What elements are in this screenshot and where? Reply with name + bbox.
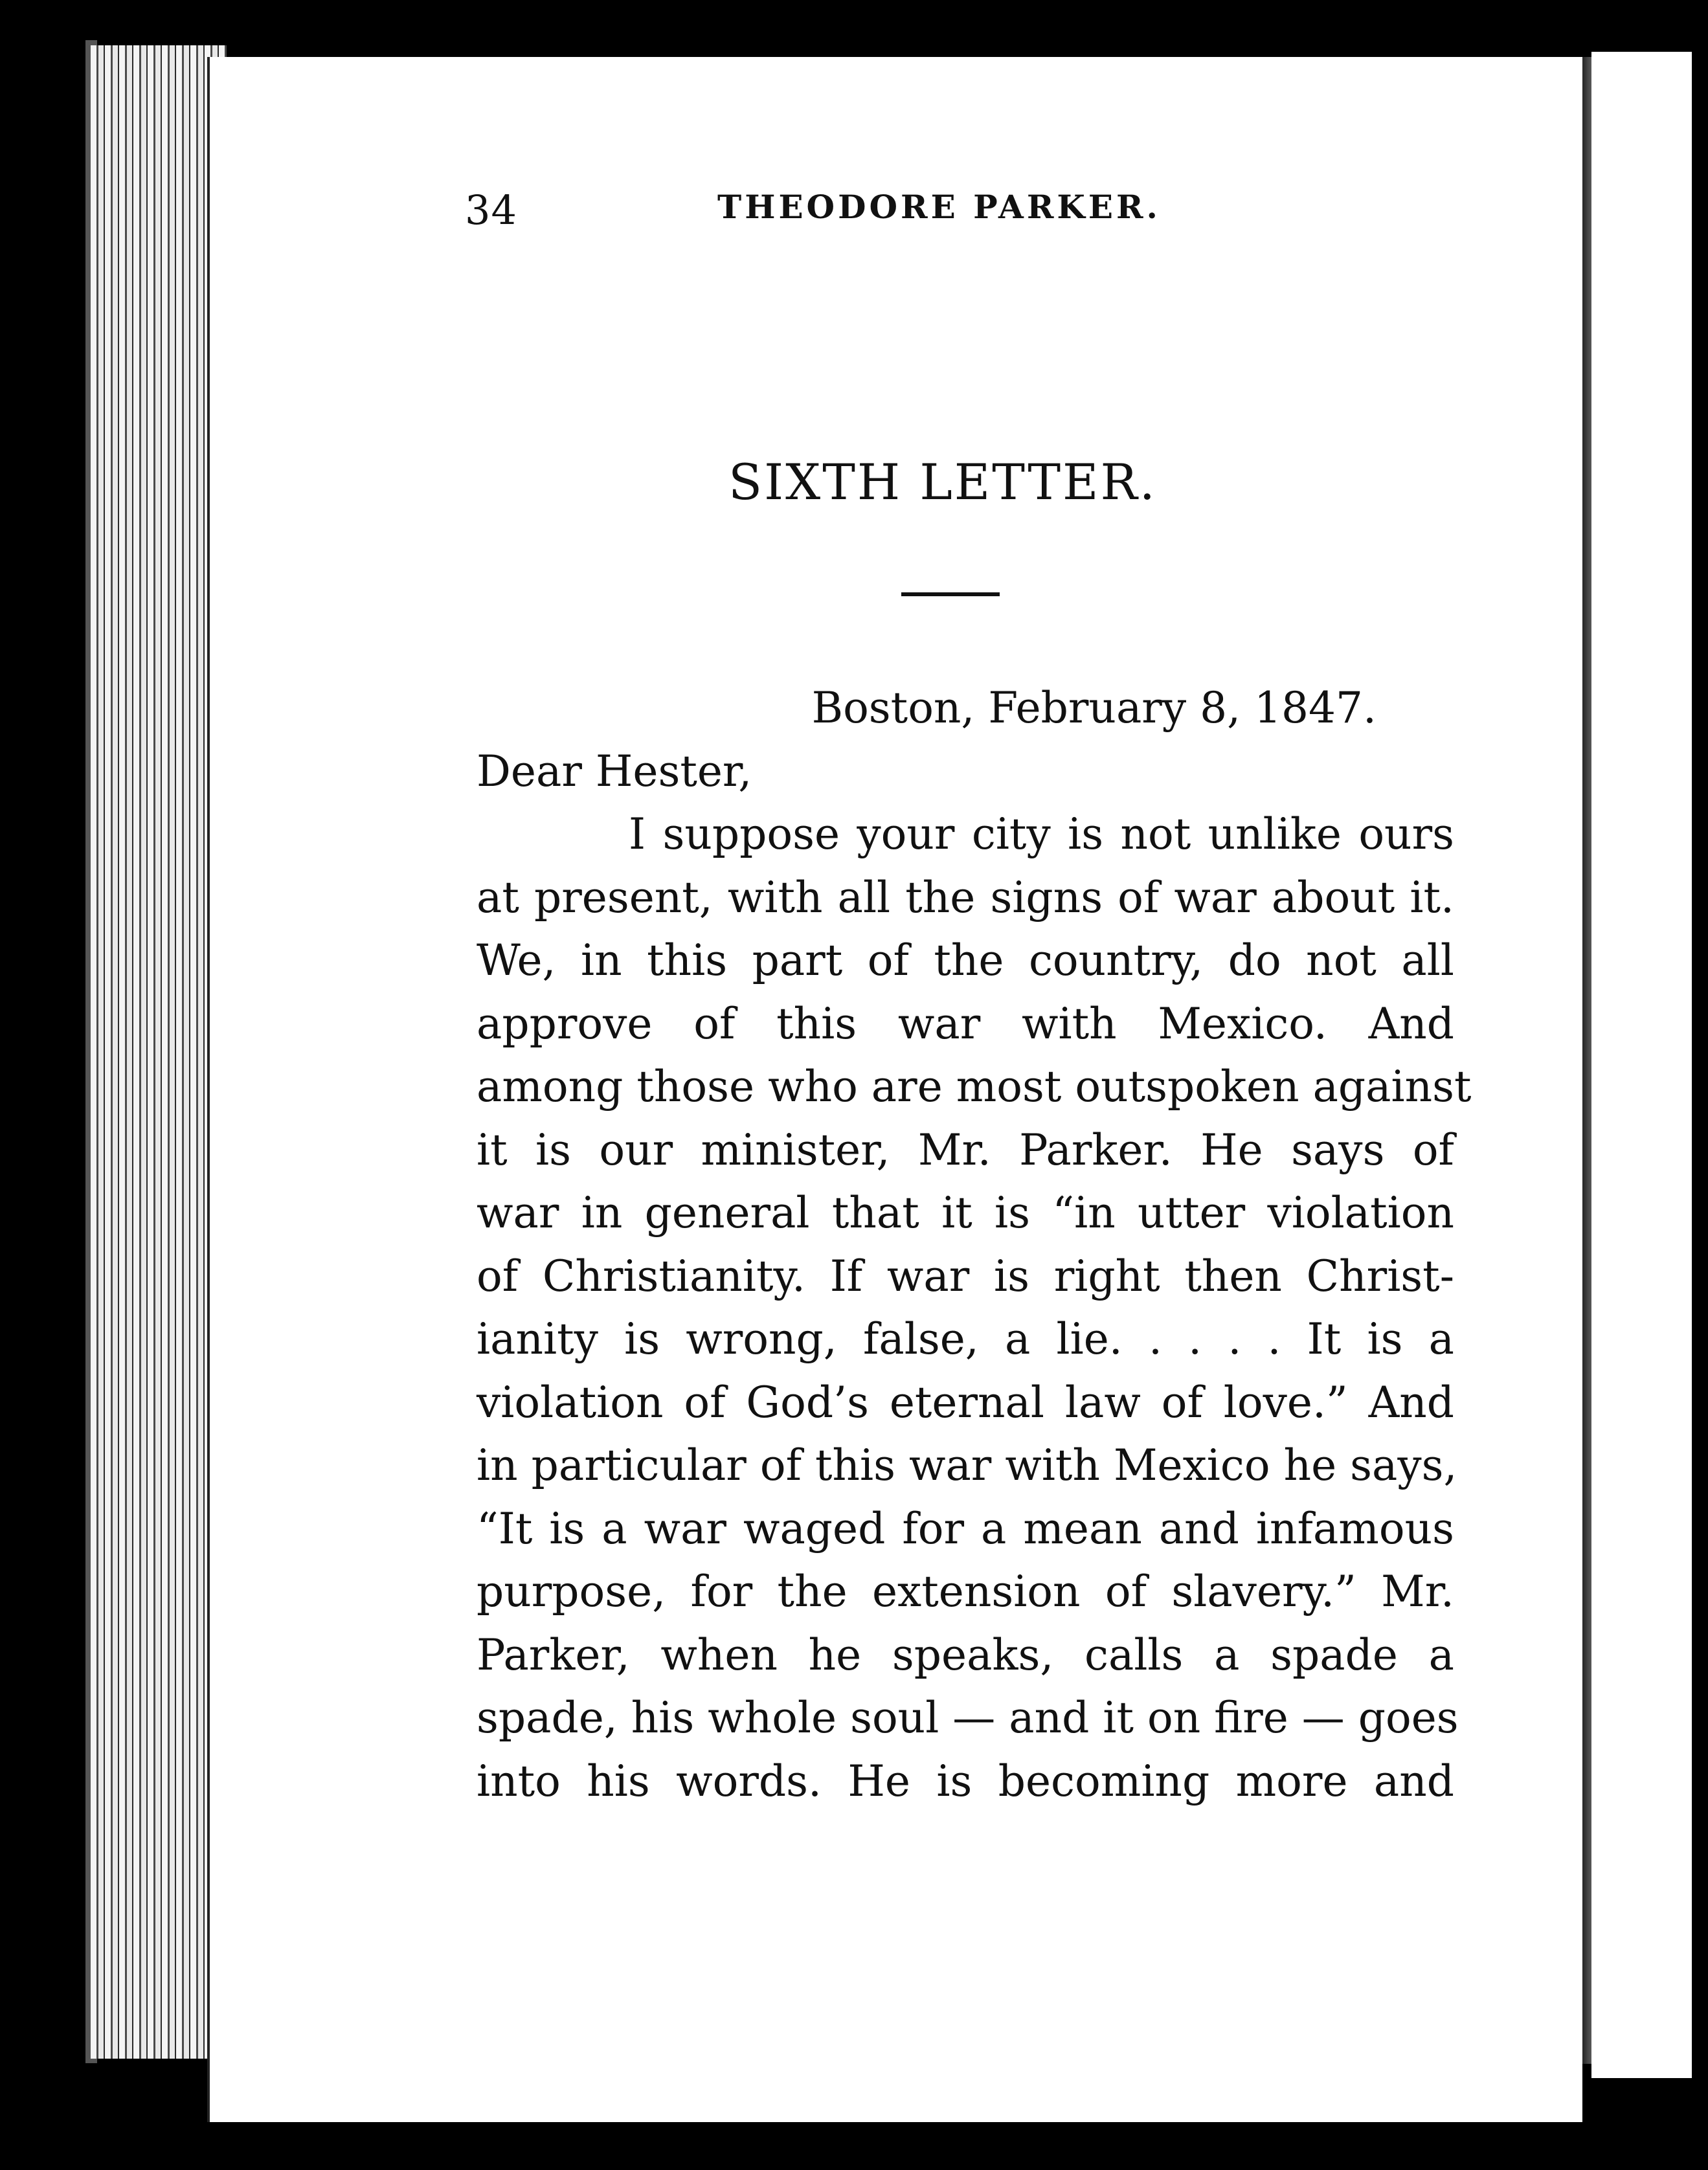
text-line: of Christianity. If war is right then Christ-	[477, 1251, 1454, 1301]
page-number: 34	[465, 186, 517, 234]
running-title: THEODORE PARKER.	[717, 188, 1161, 226]
running-head	[0, 186, 1708, 232]
text-line: spade, his whole soul — and it on fire — goes	[477, 1693, 1459, 1743]
chapter-title: SIXTH LETTER.	[728, 453, 1157, 511]
text-line: approve of this war with Mexico. And	[477, 998, 1454, 1049]
text-line: among those who are most outspoken against	[477, 1062, 1472, 1112]
facing-page-sliver	[1591, 52, 1692, 2078]
text-line: violation of God’s eternal law of love.” And	[477, 1377, 1454, 1427]
salutation: Dear Hester,	[477, 746, 752, 796]
text-line: into his words. He is becoming more and	[477, 1756, 1454, 1806]
text-line: in particular of this war with Mexico he says,	[477, 1440, 1457, 1490]
dateline: Boston, February 8, 1847.	[811, 683, 1377, 733]
text-line: at present, with all the signs of war about it.	[477, 872, 1454, 923]
stacked-page-edges	[91, 45, 227, 2059]
text-line: Parker, when he speaks, calls a spade a	[477, 1629, 1454, 1680]
text-line: it is our minister, Mr. Parker. He says of	[477, 1124, 1454, 1175]
text-line: I suppose your city is not unlike ours	[629, 809, 1454, 859]
text-line: We, in this part of the country, do not all	[477, 935, 1454, 985]
text-line: “It is a war waged for a mean and infamous	[477, 1503, 1454, 1554]
text-line: ianity is wrong, false, a lie. . . . . It is a	[477, 1314, 1454, 1364]
letter-body	[477, 677, 1472, 1813]
text-line: war in general that it is “in utter violation	[477, 1188, 1454, 1238]
text-line: purpose, for the extension of slavery.” Mr.	[477, 1567, 1454, 1616]
title-rule	[901, 592, 1000, 596]
